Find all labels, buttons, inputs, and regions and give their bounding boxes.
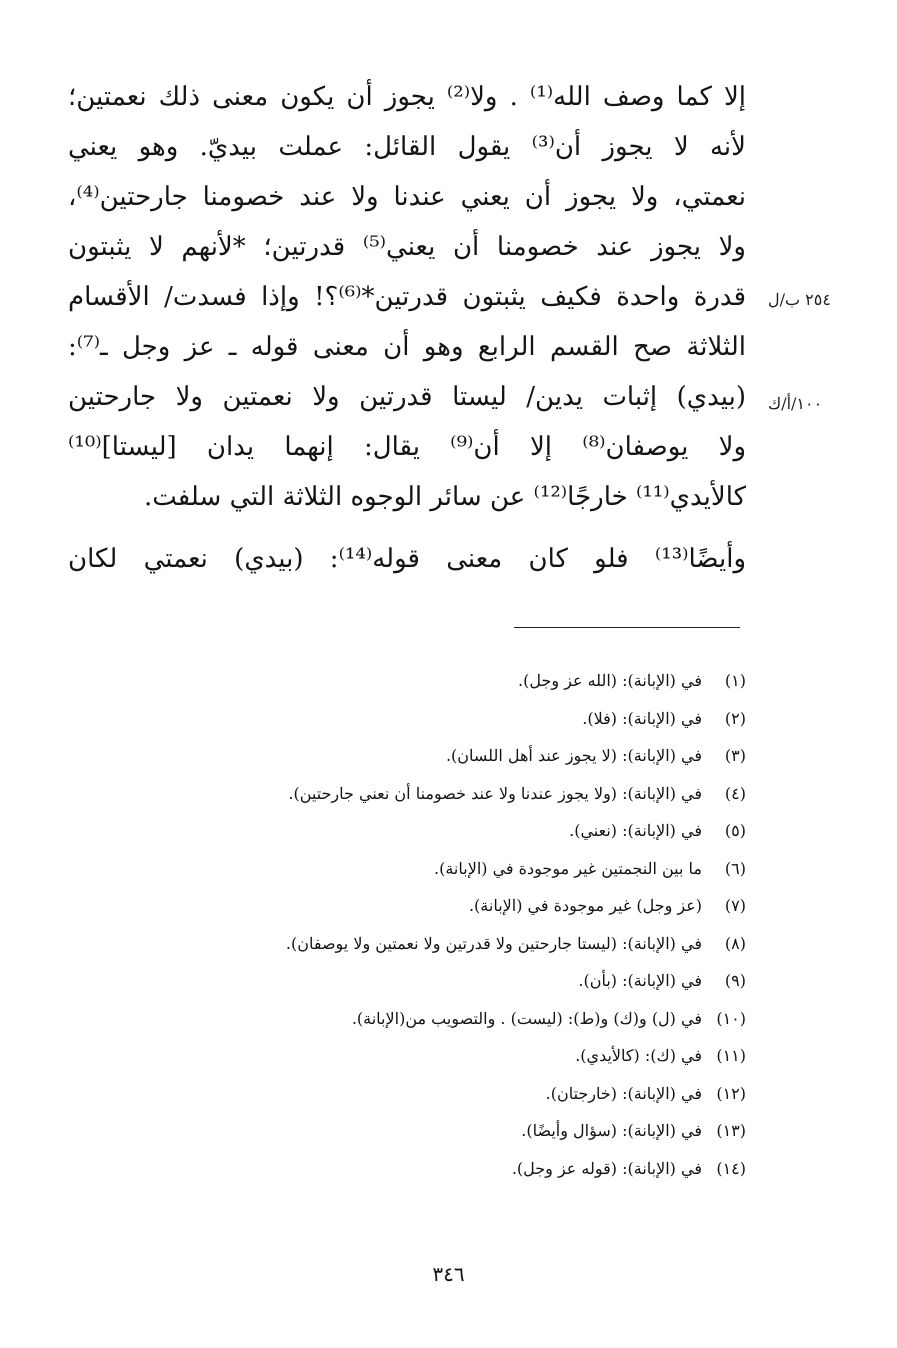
footnote-number: (٤) xyxy=(724,783,746,803)
footnote-text: في (الإبانة): (نعني). xyxy=(569,821,702,840)
footnote xyxy=(150,812,746,850)
footnote-number: (١١) xyxy=(716,1046,746,1065)
text-line: نعمتي، ولا يجوز أن يعني عندنا ولا عند خصومنا جارحتين⁽⁴⁾، xyxy=(68,182,746,212)
footnote xyxy=(150,887,746,925)
text-line: الثلاثة صح القسم الرابع وهو أن معنى قوله ـ عز وجل ـ⁽⁷⁾: xyxy=(68,332,746,362)
footnote-text: في (الإبانة): (سؤال وأيضًا). xyxy=(521,1121,702,1140)
footnote-text: في (الإبانة): (الله عز وجل). xyxy=(517,671,702,690)
text-line: (بيدي) إثبات يدين/ ليستا قدرتين ولا نعمتين ولا جارحتين xyxy=(68,382,746,412)
footnote-number: (١٣) xyxy=(716,1121,746,1140)
footnote-text: في (الإبانة): (خارجتان). xyxy=(545,1083,702,1103)
footnote xyxy=(150,700,746,738)
text-line: ولا يجوز عند خصومنا أن يعني⁽⁵⁾ قدرتين؛ *لأنهم لا يثبتون xyxy=(68,232,746,262)
footnote-text: (عز وجل) غير موجودة في (الإبانة). xyxy=(468,896,702,915)
footnote-separator xyxy=(514,627,740,628)
margin-note-manuscript-l: ٢٥٤ ب/ل xyxy=(768,290,831,309)
page-number: ٣٤٦ xyxy=(432,1262,465,1286)
text-line: لأنه لا يجوز أن⁽³⁾ يقول القائل: عملت بيديّ. وهو يعني xyxy=(68,132,746,162)
footnote xyxy=(150,850,746,888)
footnote-text: في (الإبانة): (بأن). xyxy=(578,971,702,990)
footnote-text: في (الإبانة): (فلا). xyxy=(582,708,702,728)
footnote-number: (١) xyxy=(724,671,746,690)
footnote-text: ما بين النجمتين غير موجودة في (الإبانة). xyxy=(434,858,702,878)
margin-note-manuscript-k: ١٠٠/أ/ك xyxy=(768,394,823,413)
footnote-number: (٣) xyxy=(724,746,746,765)
footnote xyxy=(150,737,746,775)
text-line: قدرة واحدة فكيف يثبتون قدرتين*⁽⁶⁾؟! وإذا فسدت/ الأقسام xyxy=(68,282,746,312)
text-line: إلا كما وصف الله⁽¹⁾ . ولا⁽²⁾ يجوز أن يكون معنى ذلك نعمتين؛ xyxy=(68,82,747,112)
footnote-text: في (ل) و(ك) و(ط): (ليست) . والتصويب من(الإبانة). xyxy=(351,1008,702,1028)
footnote-text: في (الإبانة): (ولا يجوز عندنا ولا عند خصومنا أن نعني جارحتين). xyxy=(288,783,702,803)
footnote-number: (٧) xyxy=(724,896,746,915)
footnote-text: في (الإبانة): (ليستا جارحتين ولا قدرتين ولا نعمتين ولا يوصفان). xyxy=(285,933,702,953)
footnote-number: (٥) xyxy=(724,821,746,840)
footnote-number: (٦) xyxy=(724,858,746,878)
footnote-text: في (الإبانة): (لا يجوز عند أهل اللسان). xyxy=(445,746,702,765)
footnote xyxy=(150,962,746,1000)
footnotes xyxy=(150,662,746,1187)
footnote xyxy=(150,1037,746,1075)
main-text xyxy=(68,72,746,584)
footnote xyxy=(150,1112,746,1150)
text-line: وأيضًا⁽¹³⁾ فلو كان معنى قوله⁽¹⁴⁾: (بيدي) نعمتي لكان xyxy=(68,544,746,574)
footnote-number: (٩) xyxy=(724,971,746,990)
text-line: كالأيدي⁽¹¹⁾ خارجًا⁽¹²⁾ عن سائر الوجوه الثلاثة التي سلفت. xyxy=(143,482,746,512)
footnote xyxy=(150,775,746,813)
footnote-number: (١٠) xyxy=(716,1008,746,1028)
footnote-number: (١٤) xyxy=(716,1158,746,1178)
footnote-number: (٨) xyxy=(724,933,746,953)
footnote-number: (٢) xyxy=(724,708,746,728)
footnote-text: في (ك): (كالأيدي). xyxy=(575,1046,702,1065)
footnote-text: في (الإبانة): (قوله عز وجل). xyxy=(511,1158,702,1178)
footnote-number: (١٢) xyxy=(716,1083,746,1103)
footnote xyxy=(150,1150,746,1188)
text-line: ولا يوصفان⁽⁸⁾ إلا أن⁽⁹⁾ يقال: إنهما يدان [ليستا]⁽¹⁰⁾ xyxy=(68,432,747,462)
footnote xyxy=(150,1000,746,1038)
footnote xyxy=(150,662,746,700)
footnote xyxy=(150,1075,746,1113)
footnote xyxy=(150,925,746,963)
